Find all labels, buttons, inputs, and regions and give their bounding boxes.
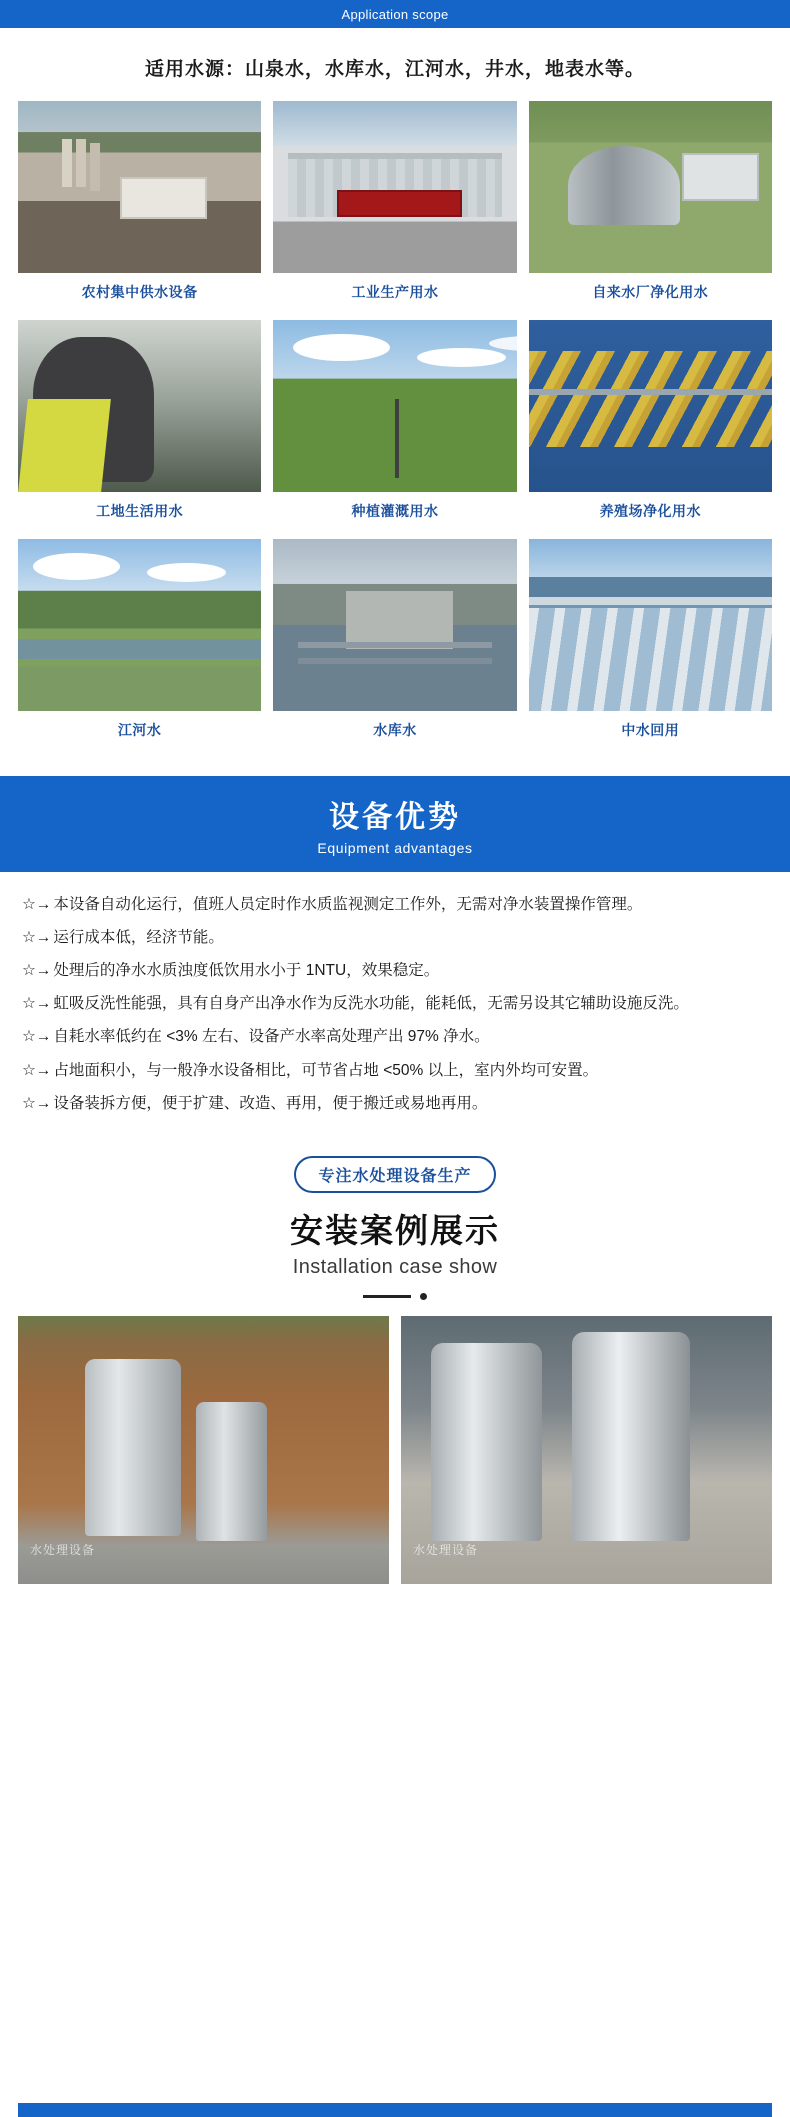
star-arrow-icon: ☆→ <box>22 1061 52 1079</box>
advantages-list <box>0 872 790 1134</box>
photo-waterworks-purification <box>529 101 772 273</box>
case-photo-grid <box>0 1316 790 1584</box>
photo-rural-water-supply <box>18 101 261 273</box>
advantage-item <box>22 1058 766 1083</box>
advantage-item <box>22 925 766 950</box>
strip-right-gap <box>772 2103 790 2117</box>
watermark-label: 水处理设备 <box>413 1542 479 1557</box>
photo-caption: 江河水 <box>117 722 162 738</box>
case-pill-badge: 专注水处理设备生产 <box>294 1156 495 1193</box>
photo-aquaculture-purification <box>529 320 772 492</box>
star-arrow-icon: ☆→ <box>22 995 52 1013</box>
photo-caption: 自来水厂净化用水 <box>592 284 709 300</box>
star-arrow-icon: ☆→ <box>22 962 52 980</box>
watermark-label: 水处理设备 <box>30 1542 96 1557</box>
star-arrow-icon: ☆→ <box>22 929 52 947</box>
photo-caption: 水库水 <box>373 722 417 738</box>
advantage-item <box>22 1091 766 1116</box>
photo-reservoir-water <box>273 539 516 711</box>
advantage-text: 处理后的净水水质浊度低饮用水小于 1NTU，效果稳定。 <box>53 962 440 980</box>
photo-irrigation-water <box>273 320 516 492</box>
divider-dash <box>363 1295 411 1298</box>
star-arrow-icon: ☆→ <box>22 1028 52 1046</box>
photo-caption: 养殖场净化用水 <box>599 503 702 519</box>
photo-reclaimed-water-reuse <box>529 539 772 711</box>
photo-installed-tanks-right <box>401 1316 772 1584</box>
installation-case-section <box>0 1134 790 1300</box>
advantage-text: 运行成本低，经济节能。 <box>53 929 224 947</box>
application-scope-banner-label: Application scope <box>341 6 449 22</box>
advantage-text: 虹吸反洗性能强，具有自身产出净水作为反洗水功能，能耗低，无需另设其它辅助设施反洗。 <box>53 995 689 1013</box>
scope-item <box>273 101 516 318</box>
advantage-item <box>22 991 766 1016</box>
photo-caption: 中水回用 <box>621 722 680 738</box>
scope-item <box>529 101 772 318</box>
photo-caption: 农村集中供水设备 <box>81 284 198 300</box>
scope-item <box>18 539 261 756</box>
advantage-text: 占地面积小，与一般净水设备相比，可节省占地 <50% 以上，室内外均可安置。 <box>53 1061 599 1079</box>
advantage-item <box>22 958 766 983</box>
advantage-text: 设备装拆方便，便于扩建、改造、再用，便于搬迁或易地再用。 <box>53 1094 488 1112</box>
star-arrow-icon: ☆→ <box>22 1094 52 1112</box>
photo-caption: 工地生活用水 <box>96 503 184 519</box>
equipment-advantages-banner <box>0 776 790 872</box>
star-arrow-icon: ☆→ <box>22 896 52 913</box>
scope-item <box>273 320 516 537</box>
photo-industrial-production-water <box>273 101 516 273</box>
photo-construction-site-water <box>18 320 261 492</box>
scope-item <box>273 539 516 756</box>
advantage-item <box>22 1024 766 1049</box>
scope-item <box>18 101 261 318</box>
case-divider <box>0 1293 790 1300</box>
strip-left-gap <box>0 2103 18 2117</box>
photo-caption: 工业生产用水 <box>351 284 439 300</box>
scope-item <box>529 539 772 756</box>
advantages-title-cn: 设备优势 <box>329 801 461 834</box>
advantages-title-en: Equipment advantages <box>317 840 473 856</box>
scope-item <box>529 320 772 537</box>
scope-photo-grid <box>18 101 772 756</box>
advantage-text: 自耗水率低约在 <3% 左右、设备产水率高处理产出 97% 净水。 <box>53 1028 490 1046</box>
application-scope-section <box>0 28 790 756</box>
photo-installed-tanks-left <box>18 1316 389 1584</box>
scope-title: 适用水源：山泉水，水库水，江河水，井水，地表水等。 <box>144 59 645 80</box>
photo-caption: 种植灌溉用水 <box>351 503 439 519</box>
photo-river-water <box>18 539 261 711</box>
advantage-item <box>22 892 766 917</box>
strip-blue <box>18 2103 772 2117</box>
case-title-en: Installation case show <box>292 1255 498 1278</box>
advantage-text: 本设备自动化运行，值班人员定时作水质监视测定工作外，无需对净水装置操作管理。 <box>53 896 643 913</box>
divider-dot <box>420 1293 427 1300</box>
bottom-blue-strip <box>0 2103 790 2117</box>
application-scope-banner <box>0 0 790 28</box>
scope-item <box>18 320 261 537</box>
case-title-cn: 安装案例展示 <box>290 1211 500 1249</box>
